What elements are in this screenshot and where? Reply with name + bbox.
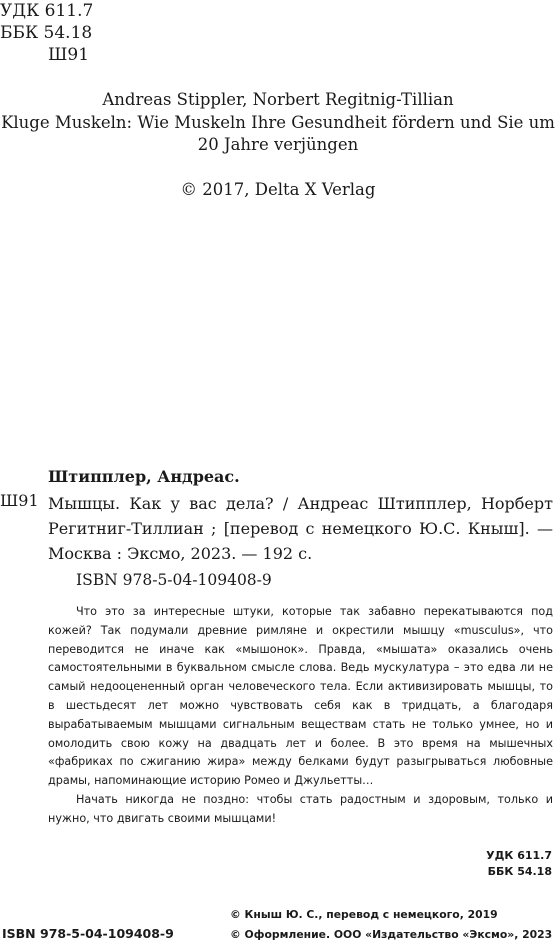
- original-title-line1: Kluge Muskeln: Wie Muskeln Ihre Gesundheit fördern und Sie um: [1, 113, 555, 132]
- footer-copyrights: [230, 905, 552, 945]
- bottom-bbk-code: ББК 54.18: [487, 865, 552, 878]
- catalog-code: Ш91: [0, 491, 39, 510]
- original-authors: Andreas Stippler, Norbert Regitnig-Tillian: [102, 90, 454, 109]
- annotation-paragraph-1: Что это за интересные штуки, которые так забавно перекатываются под кожей? Так подумали древние римляне и окрестили мышцу «musculus», что переводится не иначе как «мышонок». Правда, «мышата» оказались очень самостоятельными в буквальном смысле слова. Ведь мускулатура – это едва ли не самый недооцененный орган человеческого тела. Если активизировать мышцы, то в шестьдесят лет можно чувствовать себя как в тридцать, а благодаря вырабатываемым мышцами сигнальным веществам стать не только умнее, но и омолодить свою кожу на двадцать лет и более. В это время на мышечных «фабриках по сжиганию жира» между белками будут разыгрываться любовные драмы, напоминающие историю Ромео и Джульетты…: [48, 605, 553, 788]
- bottom-udk-code: УДК 611.7: [486, 849, 552, 862]
- catalog-isbn: ISBN 978-5-04-109408-9: [76, 571, 272, 589]
- copyright-design: © Оформление. ООО «Издательство «Эксмо», 2023: [230, 928, 553, 941]
- annotation: [48, 603, 553, 829]
- footer-isbn: ISBN 978-5-04-109408-9: [2, 926, 174, 941]
- copyright-translation: © Кныш Ю. С., перевод с немецкого, 2019: [230, 908, 498, 921]
- annotation-paragraph-2: Начать никогда не поздно: чтобы стать радостным и здоровым, только и нужно, что двигать своими мышцами!: [48, 792, 553, 825]
- catalog-author: Штипплер, Андреас.: [48, 467, 240, 486]
- catalog-description: Мышцы. Как у вас дела? / Андреас Штипплер, Норберт Регитниг-Тиллиан ; [перевод с немецкого Ю.С. Кныш]. — Москва : Эксмо, 2023. — 192 с.: [48, 494, 553, 563]
- original-title-line2: 20 Jahre verjüngen: [197, 135, 359, 154]
- author-mark: Ш91: [48, 45, 90, 65]
- bbk-code: ББК 54.18: [0, 23, 93, 43]
- original-copyright: © 2017, Delta X Verlag: [180, 180, 376, 199]
- udk-code: УДК 611.7: [0, 1, 94, 21]
